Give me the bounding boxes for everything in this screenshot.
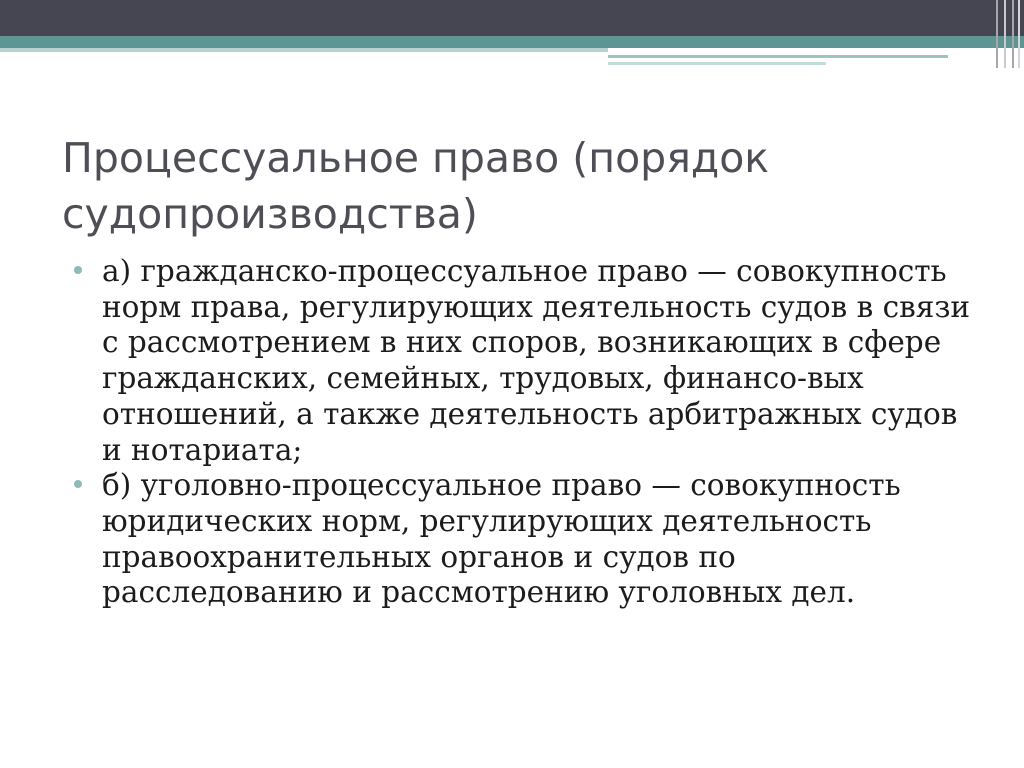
header-dark-bar (0, 0, 1024, 36)
header-right-line (608, 62, 826, 65)
header-vertical-line (996, 0, 998, 68)
header-right-line (608, 55, 948, 58)
header-teal-bar (0, 36, 1024, 48)
list-item-text: а) гражданско-процессуальное право — совокупность норм права, регулирующих деятельность судов в связи с рассмотрением в них споров, возникающих в сфере гражданских, семейных, трудовых, финансо-вых отношений, а также деятельность арбитражных судов и нотариата; (102, 254, 971, 467)
header-vertical-line (1004, 0, 1006, 68)
slide-title: Процессуальное право (порядок судопроизводства) (62, 134, 770, 238)
header-vertical-line (1012, 0, 1014, 68)
header-vertical-line (1018, 0, 1020, 68)
bullet-list (72, 254, 972, 611)
list-item (72, 468, 972, 611)
header-light-stripe (0, 48, 610, 52)
bullet-icon (74, 480, 82, 488)
list-item-text: б) уголовно-процессуальное право — совокупность юридических норм, регулирующих деятельность правоохранительных органов и судов по расследованию и рассмотрению уголовных дел. (102, 468, 901, 610)
header-right-block (608, 48, 1024, 68)
list-item (72, 254, 972, 468)
bullet-icon (74, 266, 82, 274)
